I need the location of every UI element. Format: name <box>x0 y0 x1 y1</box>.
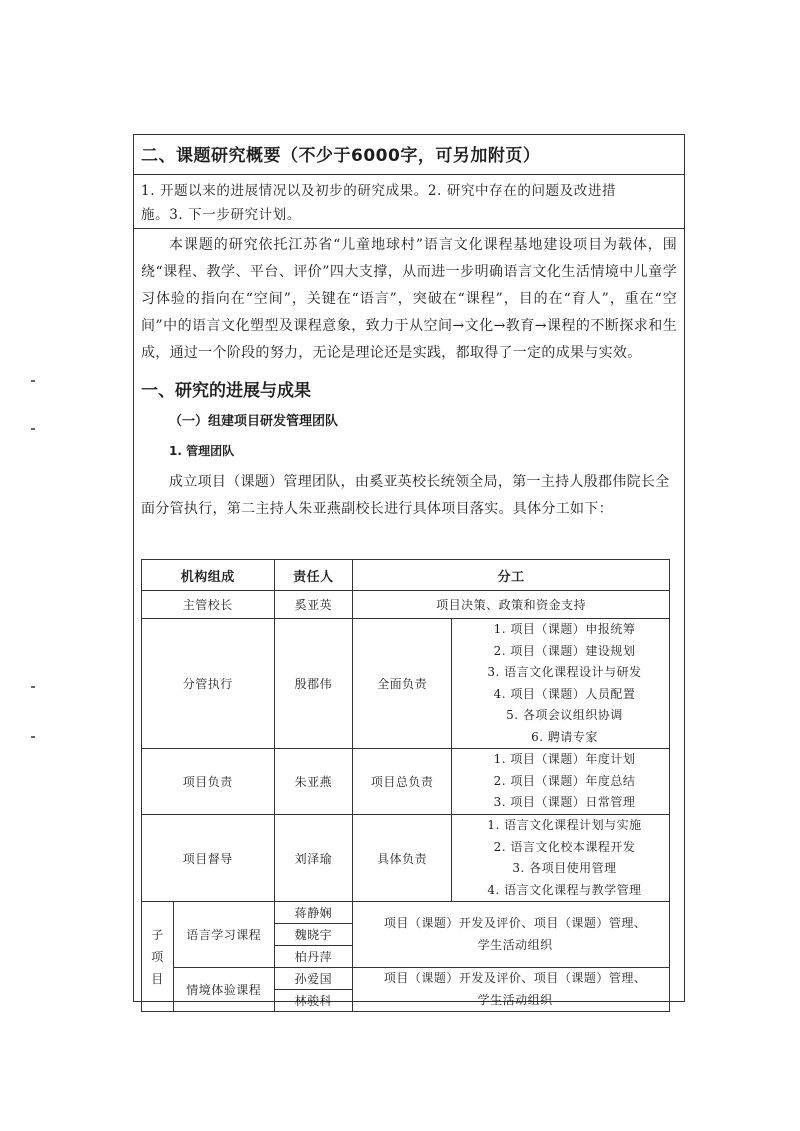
task-list <box>452 815 670 902</box>
person-cell: 林骏科 <box>274 990 353 1012</box>
list-item: 4. 项目（课题）人员配置 <box>493 686 636 701</box>
duty-cell: 项目决策、政策和资金支持 <box>353 591 670 619</box>
list-item: 2. 项目（课题）年度总结 <box>493 773 636 788</box>
duty-line: 学生活动组织 <box>477 992 553 1007</box>
list-item: 3. 项目（课题）日常管理 <box>493 795 636 810</box>
org-cell: 项目督导 <box>142 815 275 902</box>
duty-line: 项目（课题）开发及评价、项目（课题）管理、 <box>383 971 647 985</box>
list-item: 2. 语言文化校本课程开发 <box>493 839 636 854</box>
scan-speck <box>31 686 35 688</box>
sub-label-char: 项 <box>151 949 164 964</box>
list-item: 2. 项目（课题）建设规划 <box>493 643 636 658</box>
sub-project-name: 情境体验课程 <box>173 968 274 1012</box>
person-cell: 刘泽瑜 <box>274 815 353 902</box>
person-cell: 魏晓宇 <box>274 924 353 946</box>
list-item: 4. 语言文化课程与教学管理 <box>487 882 642 897</box>
team-paragraph: 成立项目（课题）管理团队，由奚亚英校长统领全局，第一主持人殷郡伟院长全面分管执行，第二主持人朱亚燕副校长进行具体项目落实。具体分工如下： <box>141 474 670 517</box>
person-cell: 孙爱国 <box>274 968 353 990</box>
instructions-line: 施。3. 下一步研究计划。 <box>141 207 301 223</box>
table-header-row <box>142 560 670 591</box>
task-list <box>452 619 670 749</box>
person-cell: 柏丹萍 <box>274 946 353 968</box>
heading-progress: 一、研究的进展与成果 <box>141 381 311 401</box>
table-row <box>142 902 670 924</box>
section-header <box>134 135 684 175</box>
sub-project-duty <box>353 968 670 1012</box>
person-cell: 蒋静娴 <box>274 902 353 924</box>
person-cell: 殷郡伟 <box>274 619 353 749</box>
division-of-labor-table <box>141 559 670 1012</box>
org-cell: 主管校长 <box>142 591 275 619</box>
heading-team: （一）组建项目研发管理团队 <box>169 414 339 429</box>
list-item: 3. 语言文化课程设计与研发 <box>487 665 642 679</box>
list-item: 6. 聘请专家 <box>531 729 598 744</box>
sub-project-duty <box>353 902 670 968</box>
duty-line: 学生活动组织 <box>477 937 553 952</box>
sub-project-name: 语言学习课程 <box>173 902 274 968</box>
list-item: 1. 语言文化课程计划与实施 <box>487 818 642 832</box>
scope-cell: 项目总负责 <box>353 749 452 815</box>
table-row <box>142 815 670 902</box>
scope-cell: 全面负责 <box>353 619 452 749</box>
sub-label-char: 子 <box>151 927 164 942</box>
table-row <box>142 619 670 749</box>
list-item: 1. 项目（课题）年度计划 <box>493 752 636 767</box>
section-body <box>134 232 684 523</box>
scope-cell: 具体负责 <box>353 815 452 902</box>
sub-label-char: 目 <box>151 971 164 986</box>
person-cell: 奚亚英 <box>274 591 353 619</box>
header-duty: 分工 <box>353 560 670 591</box>
task-list <box>452 749 670 815</box>
table-row <box>142 749 670 815</box>
list-item: 1. 项目（课题）申报统筹 <box>493 622 636 636</box>
person-cell: 朱亚燕 <box>274 749 353 815</box>
scan-speck <box>31 736 35 738</box>
document-frame <box>133 134 685 1008</box>
scan-speck <box>31 380 35 382</box>
org-cell: 项目负责 <box>142 749 275 815</box>
instructions-line: 1. 开题以来的进展情况以及初步的研究成果。2. 研究中存在的问题及改进措 <box>141 183 617 199</box>
intro-paragraph: 本课题的研究依托江苏省“儿童地球村”语言文化课程基地建设项目为载体，围绕“课程、教学、平台、评价”四大支撑，从而进一步明确语言文化生活情境中儿童学习体验的指向在“空间”，关键在“语言”，突破在“课程”，目的在“育人”，重在“空间”中的语言文化塑型及课程意象，致力于从空间→文化→教育→课程的不断探求和生成，通过一个阶段的努力，无论是理论还是实践，都取得了一定的成果与实效。 <box>141 237 677 361</box>
org-cell: 分管执行 <box>142 619 275 749</box>
list-item: 5. 各项会议组织协调 <box>506 708 623 722</box>
heading-management: 1. 管理团队 <box>169 444 235 458</box>
table-row <box>142 968 670 990</box>
table-row <box>142 591 670 619</box>
sub-project-label <box>142 902 174 1012</box>
duty-line: 项目（课题）开发及评价、项目（课题）管理、 <box>383 916 647 930</box>
section-instructions <box>134 175 684 229</box>
section-title: 二、课题研究概要（不少于6000字，可另加附页） <box>141 146 541 166</box>
header-org: 机构组成 <box>142 560 275 591</box>
scan-speck <box>31 428 35 430</box>
list-item: 3. 各项目使用管理 <box>512 861 617 875</box>
header-person: 责任人 <box>274 560 353 591</box>
